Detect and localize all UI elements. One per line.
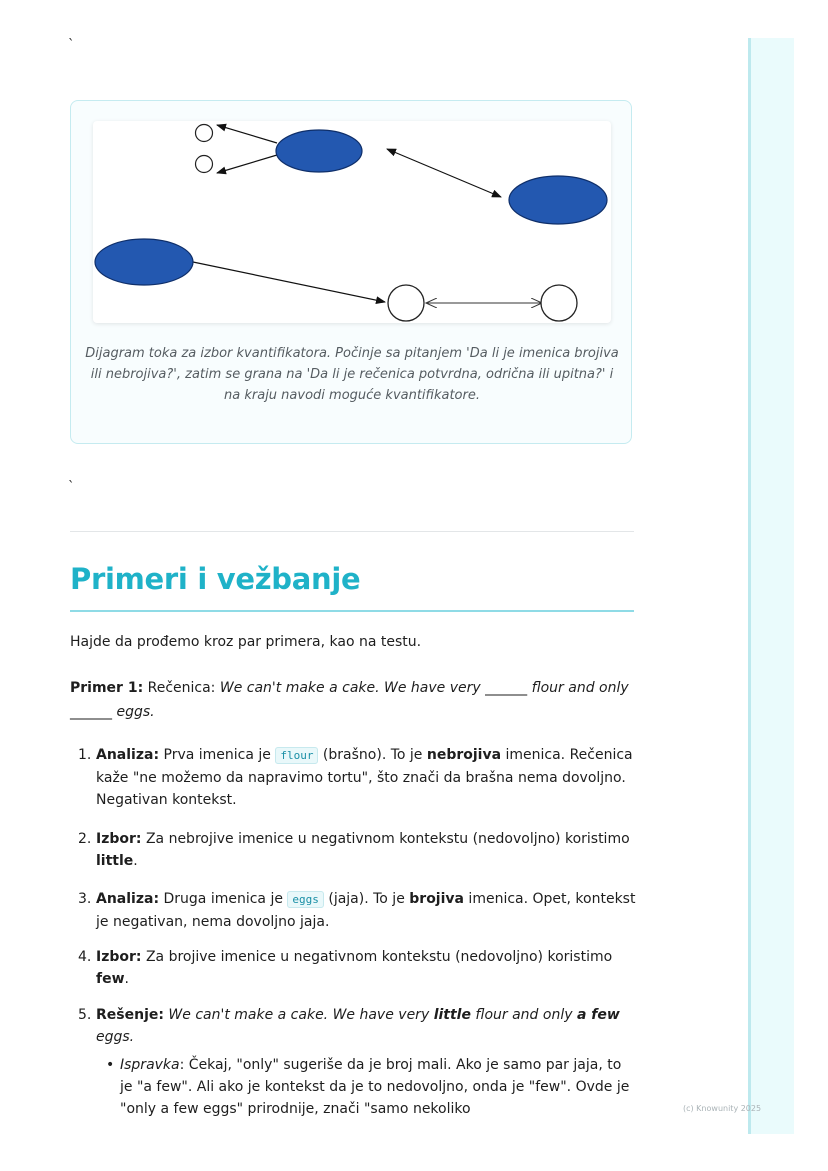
step-number: 1. [78, 747, 92, 763]
section-title: Primeri i vežbanje [70, 562, 361, 596]
diagram-small-node [196, 125, 213, 142]
figure-card [70, 100, 632, 444]
step-bold: little [433, 1007, 471, 1023]
step-label: Analiza: [96, 747, 160, 763]
divider [70, 531, 634, 532]
step-text: Druga imenica je [159, 891, 288, 907]
diagram-filled-node [95, 239, 193, 285]
step-text: Prva imenica je [159, 747, 276, 763]
step-label: Rešenje: [96, 1007, 164, 1023]
flow-diagram [93, 121, 611, 323]
backtick-mark: ` [68, 480, 75, 495]
diagram-filled-node [276, 130, 362, 172]
step-number: 3. [78, 891, 92, 907]
diagram-arrow [193, 262, 385, 302]
example-sentence: We can't make a cake. We have very ______ flour and only ______ eggs. [70, 680, 629, 720]
step-item [78, 1004, 636, 1048]
diagram-outline-node [541, 285, 577, 321]
step-item [78, 946, 636, 990]
step-text: . [133, 853, 138, 869]
step-text: imenica. Opet, kontekst je negativan, nema dovoljno jaja. [96, 891, 636, 930]
step-text: . [124, 971, 129, 987]
bullet-dot: • [106, 1057, 115, 1073]
step-number: 2. [78, 831, 92, 847]
step-number: 5. [78, 1007, 92, 1023]
backtick-mark: ` [68, 38, 75, 53]
step-bold: a few [576, 1007, 620, 1023]
example-paragraph [70, 676, 636, 724]
step-item [78, 888, 636, 933]
diagram-small-node [196, 156, 213, 173]
side-panel [748, 38, 794, 1134]
step-text: imenica. Rečenica kaže "ne možemo da napravimo tortu", što znači da brašna nema dovoljno. Negativan kontekst. [96, 747, 633, 808]
diagram-filled-node [509, 176, 607, 224]
code-snippet: flour [275, 747, 318, 764]
step-text: Za brojive imenice u negativnom kontekstu (nedovoljno) koristimo [141, 949, 613, 965]
diagram-svg [93, 121, 611, 323]
step-text: Za nebrojive imenice u negativnom kontekstu (nedovoljno) koristimo [141, 831, 630, 847]
correction-text: : Čekaj, "only" sugeriše da je broj mali. Ako je samo par jaja, to je "a few". Ali ako je kontekst da je to nedovoljno, onda je "few". Ovde je "only a few eggs" prirodnije, znači "samo nekoliko [120, 1057, 630, 1117]
diagram-arrow [387, 149, 501, 197]
diagram-arrow [217, 125, 277, 143]
diagram-outline-node [388, 285, 424, 321]
step-bold: little [96, 853, 134, 869]
step-item [78, 828, 636, 872]
step-label: Analiza: [96, 891, 160, 907]
title-underline [70, 610, 634, 612]
example-prefix: Rečenica: [143, 680, 220, 696]
correction-label: Ispravka [120, 1057, 180, 1073]
step-label: Izbor: [96, 831, 142, 847]
code-snippet: eggs [287, 891, 324, 908]
step-bold: nebrojiva [426, 747, 502, 763]
example-label: Primer 1: [70, 680, 144, 696]
step-label: Izbor: [96, 949, 142, 965]
step-item [78, 744, 636, 811]
step-text: (jaja). To je [323, 891, 410, 907]
copyright-footer: (c) Knowunity 2025 [683, 1104, 762, 1113]
correction-item [106, 1054, 636, 1120]
step-text: flour and only [470, 1007, 577, 1023]
step-text: (brašno). To je [318, 747, 427, 763]
intro-paragraph: Hajde da prođemo kroz par primera, kao na testu. [70, 634, 422, 650]
diagram-arrow [217, 155, 277, 173]
step-bold: few [96, 971, 125, 987]
step-number: 4. [78, 949, 92, 965]
step-bold: brojiva [409, 891, 464, 907]
figure-caption: Dijagram toka za izbor kvantifikatora. Počinje sa pitanjem 'Da li je imenica brojiva ili nebrojiva?', zatim se grana na 'Da li je rečenica potvrdna, odrična ili upitna?' i na kraju navodi moguće kvantifikatore. [85, 346, 619, 403]
step-text: eggs. [96, 1029, 135, 1045]
step-text: We can't make a cake. We have very [163, 1007, 434, 1023]
